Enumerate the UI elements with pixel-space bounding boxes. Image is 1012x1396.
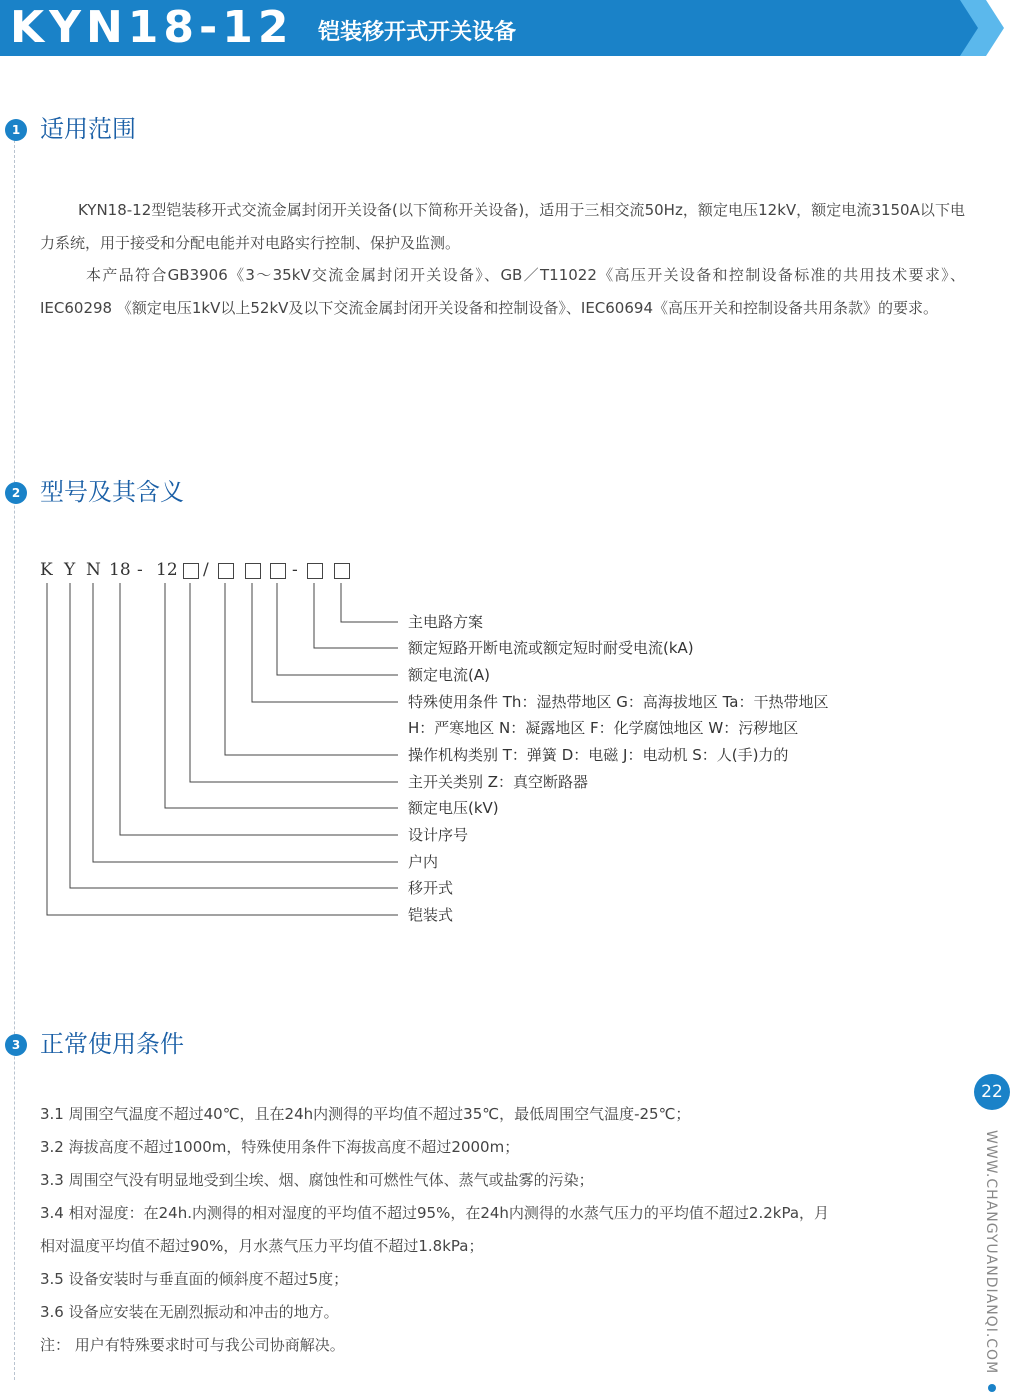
- section-title-model: 型号及其含义: [40, 478, 184, 506]
- section-title-conditions: 正常使用条件: [40, 1030, 184, 1058]
- section-number-3: 3: [5, 1034, 27, 1056]
- scope-paragraph-1: KYN18-12型铠装移开式交流金属封闭开关设备(以下简称开关设备)，适用于三相交流50Hz，额定电压12kV，额定电流3150A以下电力系统，用于接受和分配电能并对电路实行控制、保护及监测。: [40, 201, 965, 252]
- code-label-armored: 铠装式: [408, 906, 454, 924]
- code-label-special-conditions: 特殊使用条件 Th：湿热带地区 G：高海拔地区 Ta：干热带地区: [408, 693, 829, 711]
- code-label-mechanism: 操作机构类别 T：弹簧 D：电磁 J：电动机 S：人(手)力的: [408, 746, 789, 764]
- code-label-main-switch: 主开关类别 Z：真空断路器: [408, 773, 589, 791]
- code-char-dash-2: -: [292, 560, 298, 580]
- code-label-withdrawable: 移开式: [408, 879, 454, 897]
- condition-3-1: 3.1 周围空气温度不超过40℃，且在24h内测得的平均值不超过35℃，最低周围空气温度-25℃；: [40, 1105, 691, 1123]
- leader-mechanism: [225, 583, 398, 755]
- code-char-18: 18: [109, 560, 131, 580]
- scope-paragraph-2: 本产品符合GB3906《3～35kV交流金属封闭开关设备》、GB／T11022《高压开关设备和控制设备标准的共用技术要求》、IEC60298 《额定电压1kV以上52kV及以下交流金属封闭开关设备和控制设备》、IEC60694《高压开关和控制设备共用条款》的要求。: [40, 266, 965, 317]
- condition-note: 注： 用户有特殊要求时可与我公司协商解决。: [40, 1336, 345, 1354]
- leader-design-serial: [120, 583, 398, 835]
- section-number-1: 1: [5, 119, 27, 141]
- code-label-rated-voltage: 额定电压(kV): [408, 799, 499, 817]
- code-char-n: N: [86, 560, 101, 580]
- code-char-k: K: [40, 560, 53, 580]
- footer-dot: [988, 1384, 996, 1392]
- code-label-design-serial: 设计序号: [408, 826, 469, 844]
- section-number-2: 2: [5, 482, 27, 504]
- model-title: KYN18-12: [10, 2, 294, 53]
- leader-rated-current: [277, 583, 398, 675]
- section-title-scope: 适用范围: [40, 115, 136, 143]
- code-char-12: 12: [156, 560, 178, 580]
- code-label-indoor: 户内: [408, 853, 439, 871]
- leader-indoor: [93, 583, 398, 862]
- condition-3-3: 3.3 周围空气没有明显地受到尘埃、烟、腐蚀性和可燃性气体、蒸气或盐雾的污染；: [40, 1171, 594, 1189]
- code-label-breaking-current: 额定短路开断电流或额定短时耐受电流(kA): [408, 639, 694, 657]
- code-label-main-circuit: 主电路方案: [408, 613, 484, 631]
- leader-main-circuit: [341, 583, 398, 622]
- condition-3-5: 3.5 设备安装时与垂直面的倾斜度不超过5度；: [40, 1270, 349, 1288]
- product-subtitle: 铠装移开式开关设备: [318, 20, 517, 45]
- leader-main-switch: [190, 583, 398, 782]
- leader-rated-voltage: [165, 583, 398, 808]
- code-char-dash: -: [137, 560, 143, 580]
- website-url: WWW.CHANGYUANDIANQI.COM: [983, 1130, 999, 1375]
- condition-3-4-cont: 相对温度平均值不超过90%，月水蒸气压力平均值不超过1.8kPa；: [40, 1237, 484, 1255]
- code-char-y: Y: [64, 560, 76, 580]
- leader-breaking-current: [314, 583, 398, 648]
- leader-special-conditions: [252, 583, 398, 702]
- condition-3-2: 3.2 海拔高度不超过1000m，特殊使用条件下海拔高度不超过2000m；: [40, 1138, 520, 1156]
- condition-3-6: 3.6 设备应安装在无剧烈振动和冲击的地方。: [40, 1303, 339, 1321]
- code-label-special-conditions-2: H：严寒地区 N：凝露地区 F：化学腐蚀地区 W：污秽地区: [408, 719, 799, 737]
- page-number: 22: [974, 1074, 1010, 1110]
- leader-withdrawable: [70, 583, 398, 888]
- condition-3-4: 3.4 相对湿度：在24h.内测得的相对湿度的平均值不超过95%，在24h内测得的水蒸气压力的平均值不超过2.2kPa，月: [40, 1204, 830, 1222]
- code-label-rated-current: 额定电流(A): [408, 666, 490, 684]
- code-char-slash: /: [203, 560, 209, 580]
- leader-armored: [47, 583, 398, 915]
